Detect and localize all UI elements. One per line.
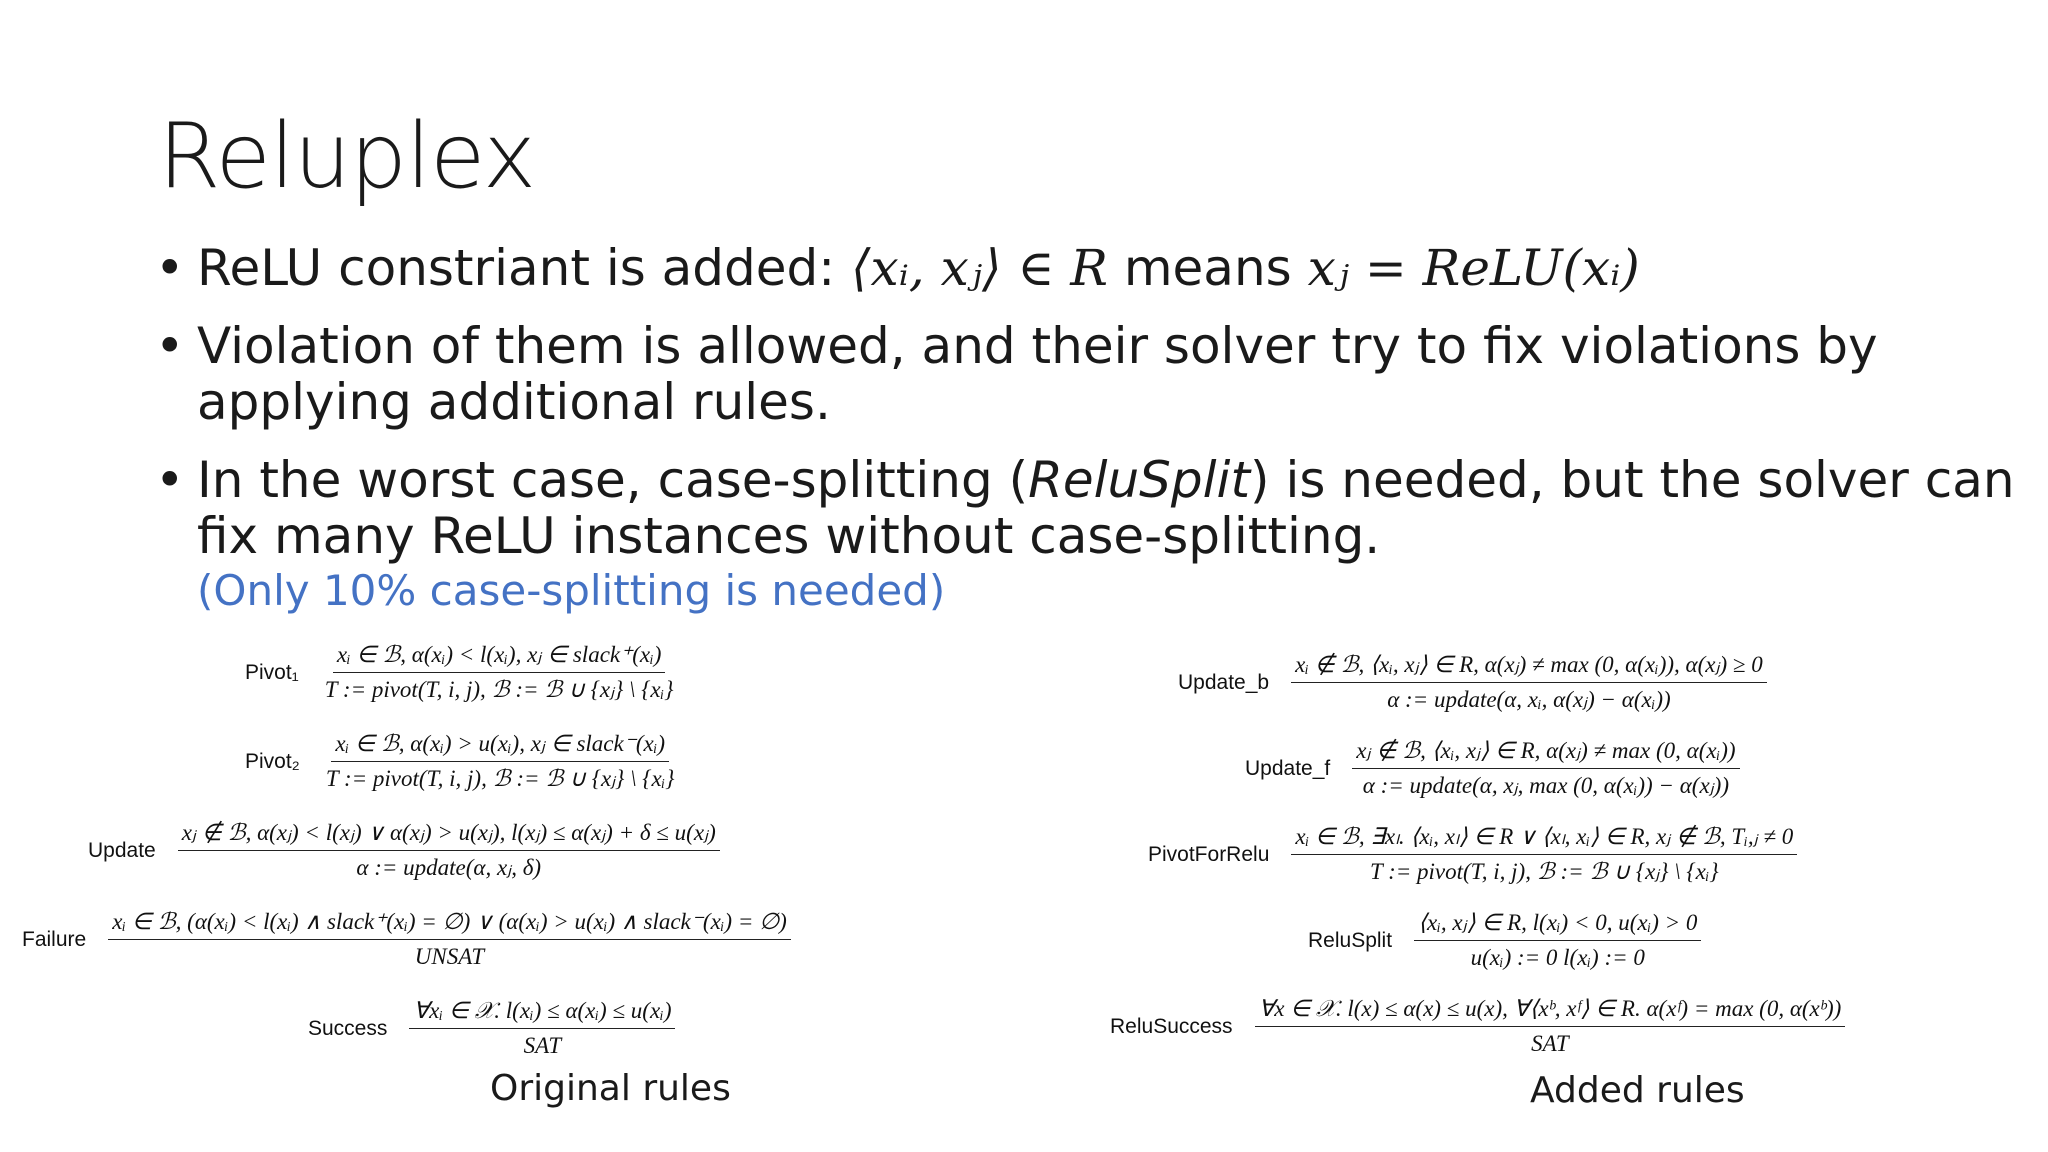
rule-conclusion: T := pivot(T, i, j), ℬ := ℬ ∪ {xⱼ} \ {xᵢ} xyxy=(1369,859,1719,884)
bullet-text: ReLU constriant is added: xyxy=(197,239,852,297)
rule-name: Pivot₁ xyxy=(245,660,299,684)
caption-original-rules: Original rules xyxy=(490,1068,731,1109)
rule-pivot1 xyxy=(245,642,677,703)
note-text: (Only 10% case-splitting is needed) xyxy=(197,566,946,615)
slide-title: Reluplex xyxy=(158,104,536,209)
rule-premise: xᵢ ∈ ℬ, ∃xₗ. ⟨xᵢ, xₗ⟩ ∈ R ∨ ⟨xₗ, xᵢ⟩ ∈ R, xⱼ ∉ ℬ, Tᵢ,ⱼ ≠ 0 xyxy=(1291,824,1797,855)
rule-premise: ∀xᵢ ∈ 𝒳. l(xᵢ) ≤ α(xᵢ) ≤ u(xᵢ) xyxy=(409,998,675,1029)
bullet-dot-icon: • xyxy=(155,317,185,375)
rule-update xyxy=(88,820,720,881)
bullet-dot-icon: • xyxy=(155,239,185,297)
rule-premise: xⱼ ∉ ℬ, α(xⱼ) < l(xⱼ) ∨ α(xⱼ) > u(xⱼ), l(xⱼ) ≤ α(xⱼ) + δ ≤ u(xⱼ) xyxy=(178,820,720,851)
math-pair: ⟨xᵢ, xⱼ⟩ ∈ R xyxy=(851,239,1108,297)
rule-conclusion: SAT xyxy=(523,1033,562,1058)
bullet-text: ) is needed, but the solver can fix many ReLU instances without case-splitting. xyxy=(197,451,2015,565)
rule-conclusion: α := update(α, xⱼ, max (0, α(xᵢ)) − α(xⱼ)) xyxy=(1362,773,1730,798)
rule-name: Failure xyxy=(22,927,87,951)
rule-premise: xⱼ ∉ ℬ, ⟨xᵢ, xⱼ⟩ ∈ R, α(xⱼ) ≠ max (0, α(xᵢ)) xyxy=(1352,738,1739,769)
rule-relusuccess xyxy=(1110,996,1845,1057)
rule-conclusion: UNSAT xyxy=(414,944,485,969)
rule-failure xyxy=(22,909,791,970)
bullet-relu-constraint xyxy=(155,240,2015,296)
relusplit-emphasis: ReluSplit xyxy=(1028,451,1251,509)
rule-premise: xᵢ ∈ ℬ, α(xᵢ) < l(xᵢ), xⱼ ∈ slack⁺(xᵢ) xyxy=(333,642,666,673)
rule-conclusion: T := pivot(T, i, j), ℬ := ℬ ∪ {xⱼ} \ {xᵢ} xyxy=(325,766,675,791)
rule-name: Success xyxy=(308,1016,388,1040)
rule-premise: xᵢ ∈ ℬ, α(xᵢ) > u(xᵢ), xⱼ ∈ slack⁻(xᵢ) xyxy=(331,731,669,762)
rule-conclusion: α := update(α, xᵢ, α(xⱼ) − α(xᵢ)) xyxy=(1387,687,1671,712)
rule-conclusion: u(xᵢ) := 0 l(xᵢ) := 0 xyxy=(1470,945,1645,970)
rule-name: Update xyxy=(88,838,156,862)
math-relu: xⱼ = ReLU(xᵢ) xyxy=(1307,239,1640,297)
bullet-list xyxy=(155,240,2015,638)
rule-premise: xᵢ ∈ ℬ, (α(xᵢ) < l(xᵢ) ∧ slack⁺(xᵢ) = ∅) ∨ (α(xᵢ) > u(xᵢ) ∧ slack⁻(xᵢ) = ∅) xyxy=(108,909,791,940)
bullet-text: means xyxy=(1107,239,1308,297)
caption-added-rules: Added rules xyxy=(1530,1070,1745,1111)
rule-conclusion: T := pivot(T, i, j), ℬ := ℬ ∪ {xⱼ} \ {xᵢ} xyxy=(324,677,674,702)
rule-name: ReluSplit xyxy=(1308,928,1393,952)
rule-premise: xᵢ ∉ ℬ, ⟨xᵢ, xⱼ⟩ ∈ R, α(xⱼ) ≠ max (0, α(xᵢ)), α(xⱼ) ≥ 0 xyxy=(1291,652,1767,683)
rule-premise: ⟨xᵢ, xⱼ⟩ ∈ R, l(xᵢ) < 0, u(xᵢ) > 0 xyxy=(1414,910,1701,941)
rule-name: ReluSuccess xyxy=(1110,1014,1233,1038)
rule-success xyxy=(308,998,675,1059)
bullet-worst-case xyxy=(155,452,2015,616)
rule-name: Pivot₂ xyxy=(245,749,300,773)
rule-relusplit xyxy=(1308,910,1701,971)
rule-pivot-for-relu xyxy=(1148,824,1797,885)
rule-pivot2 xyxy=(245,731,679,792)
rule-conclusion: α := update(α, xⱼ, δ) xyxy=(356,855,542,880)
rule-name: Update_f xyxy=(1245,756,1331,780)
bullet-dot-icon: • xyxy=(155,451,185,509)
rule-update-b xyxy=(1178,652,1767,713)
rule-update-f xyxy=(1245,738,1740,799)
rule-premise: ∀x ∈ 𝒳. l(x) ≤ α(x) ≤ u(x), ∀⟨xᵇ, xᶠ⟩ ∈ R. α(xᶠ) = max (0, α(xᵇ)) xyxy=(1255,996,1846,1027)
bullet-text: In the worst case, case-splitting ( xyxy=(197,451,1029,509)
bullet-text: Violation of them is allowed, and their solver try to fix violations by applying additional rules. xyxy=(197,317,1878,431)
rule-conclusion: SAT xyxy=(1531,1031,1569,1056)
rule-name: Update_b xyxy=(1178,670,1270,694)
bullet-violation xyxy=(155,318,2015,430)
rule-name: PivotForRelu xyxy=(1148,842,1270,866)
